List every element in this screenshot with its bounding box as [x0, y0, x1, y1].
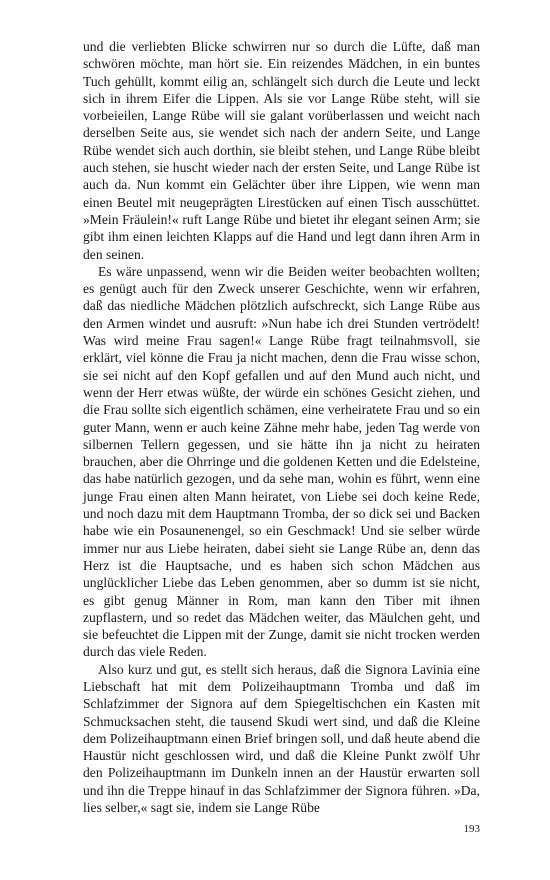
paragraph-1: und die verliebten Blicke schwirren nur so durch die Lüfte, daß man schwören möchte, man hört sie. Ein reizendes Mädchen, in ein buntes Tuch gehüllt, kommt eilig an, schlängelt sich durch die Leute und leckt sich in ihrem Eifer die Lippen. Als sie vor Lange Rübe steht, will sie vorbeieilen, Lange Rübe will sie galant vorüberlassen und weicht nach derselben Seite aus, sie wendet sich nach der andern Seite, und Lange Rübe wendet sich auch dorthin, sie bleibt stehen, und Lange Rübe bleibt auch stehen, sie huscht wieder nach der ersten Seite, und Lange Rübe ist auch da. Nun kommt ein Gelächter über ihre Lippen, wie wenn man einen Beutel mit neugeprägten Lirestücken auf einen Tisch ausschüttet. »Mein Fräulein!« ruft Lange Rübe und bietet ihr elegant seinen Arm; sie gibt ihm einen leichten Klapps auf die Hand und legt dann ihren Arm in den seinen.	[83, 39, 480, 262]
paragraph-2: Es wäre unpassend, wenn wir die Beiden weiter beobachten wollten; es genügt auch für den Zweck unserer Geschichte, wenn wir erfahren, daß das niedliche Mädchen plötzlich aufschreckt, sich Lange Rübe aus den Armen windet und ausruft: »Nun habe ich drei Stunden vertrödelt! Was wird meine Frau sagen!« Lange Rübe fragt teilnahmsvoll, sie erklärt, viel könne die Frau ja nicht machen, denn die Frau wisse schon, sie sei nicht auf den Kopf gefallen und auf den Mund auch nicht, und wenn der Herr etwas wüßte, der würde ein schönes Gesicht ziehen, und die Frau sollte sich eigentlich schämen, eine verheiratete Frau und so ein guter Mann, wenn er auch keine Zähne mehr habe, jeden Tag werde von silbernen Tellern gegessen, und sie hätte ihn ja nicht zu heiraten brauchen, aber die Ohrringe und die goldenen Ketten und die Edelsteine, das habe natürlich gezogen, und da sehe man, wohin es führt, wenn eine junge Frau einen alten Mann heiratet, von Liebe sei doch keine Rede, und noch dazu mit dem Hauptmann Tromba, der so dick sei und Backen habe wie ein Posaunenengel, so ein Geschmack! Und sie selber würde immer nur aus Liebe heiraten, dabei sieht sie Lange Rübe an, denn das Herz ist die Hauptsache, und es haben sich schon Mädchen aus unglücklicher Liebe das Leben genommen, aber so dumm ist sie nicht, es gibt genug Männer in Rom, man kann den Tiber mit ihnen zupflastern, und so redet das Mädchen weiter, das Mäulchen geht, und sie befeuchtet die Lippen mit der Zunge, damit sie nicht trocken werden durch das viele Reden.	[83, 263, 480, 660]
paragraph-3: Also kurz und gut, es stellt sich heraus, daß die Signora Lavinia eine Liebschaft hat mit dem Polizeihauptmann Tromba und daß im Schlafzimmer der Signora auf dem Spiegeltischchen ein Kasten mit Schmucksachen steht, die tausend Skudi wert sind, und daß die Kleine dem Polizeihauptmann einen Brief bringen soll, und daß heute abend die Haustür nicht geschlossen wird, und daß die Kleine Punkt zwölf Uhr den Polizeihauptmann im Dunkeln innen an der Haustür erwarten soll und ihn die Treppe hinauf in das Schlafzimmer der Signora führen. »Da, lies selber,« sagt sie, indem sie Lange Rübe	[83, 661, 480, 816]
book-page-text	[83, 38, 480, 816]
page-number: 193	[463, 823, 480, 835]
